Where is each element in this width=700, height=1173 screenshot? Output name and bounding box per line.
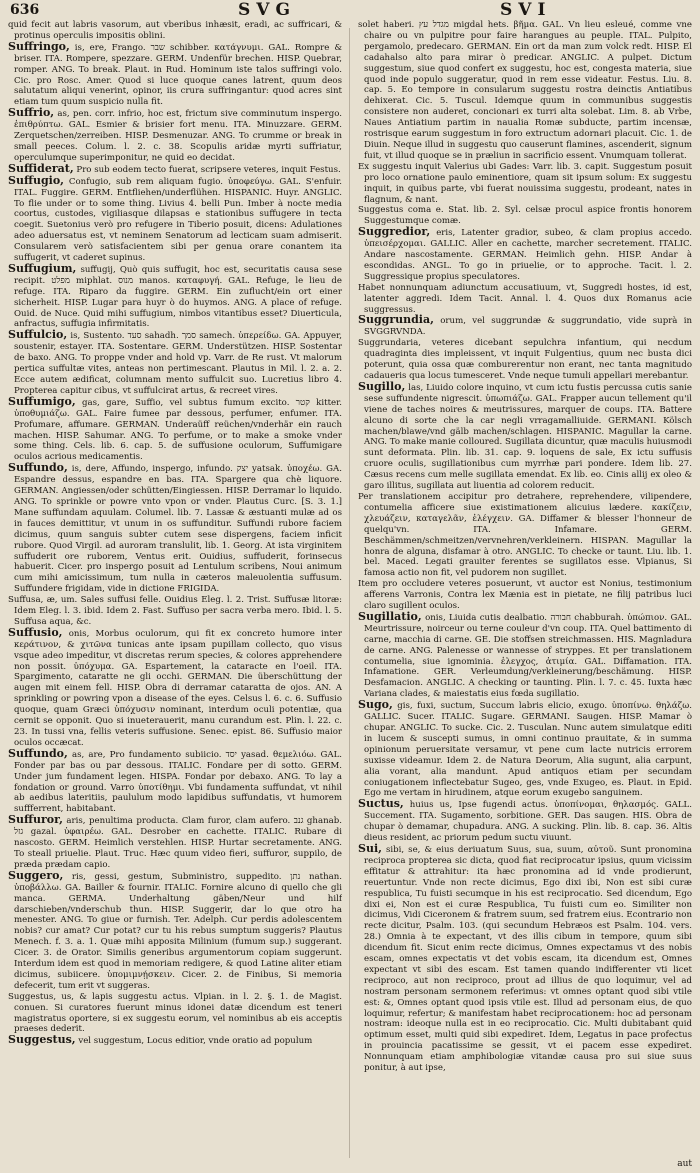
dictionary-entry [8, 625, 342, 749]
dictionary-entry [8, 595, 342, 628]
headword: Suffusio, [8, 625, 63, 639]
dictionary-entry [358, 700, 692, 799]
entry-text: as, are, Pro fundamento subiicio. יסד yasad. θεμελιόω. GAL. Fonder par bas ou par dessous. ITALIC. Fondare per di sotto. GERM. Under jum fundament legen. HISPA. Fondar por debaxo. ANG. To lay a fondation or ground. Varro ὑποτίθημι. Vbi fundamenta suffundat, vt nihil ab aedibus lateritiis, paululum modo lapidibus suffundatis, vt humorem suffferrent, habitabant. [14, 749, 342, 815]
running-head-right: SVI [500, 0, 552, 20]
headword: Suffiderat, [8, 161, 74, 175]
entry-text: sibi, se, & eius deriuatum Suus, sua, suum, αὐτοῦ. Sunt pronomina reciproca propterea sic dicta, quod fiat reciprocatur ipsius, quum vicissim effitatur & attrahitur: ita hæc pronomina ad id vnde prodierunt, reuertuntur. Vnde non recte dicimus, Ego dixi ibi, Non est sibi curæ respublica, Tu fuisti secumque in his est reciprocatio. Sed dicendum, Ego dixi ei, Non est ei curæ Respublica, Tu fuisti cum eo. Similiter non dicimus, Vidi Ciceronem & fratrem suum, sed fratrem eius. Econtrario non recte dicitur, Psalm. 103. (qui secundum Hebræos est Psalm. 104. vers. 28.) Omnia à te expectant, vt des illis cibum in tempore, quum sibi dicendum fit. Sicut enim recte dicimus, Omnes expectamus vt des nobis escam, omnes expectatis vt det vobis escam, ita dicendum est, Omnes expectant vt sibi des escam. Est tamen quando indifferenter vti licet reciproco, aut non reciproco, prout ad illius de quo loquimur, vel ad nostram personam sermonem referimus: vt omnes optant quod sibi vtile est: &, Omnes optant quod ipsis vtile est. Illud ad personam eius, de quo loquimur, refertur; & manifestam habet reciprocationem: hoc ad personam nostram: ideoque nulla est in eo reciprocatio. Cic. Multi dubitabant quid optimum esset, multi quid sibi expediret. Idem, Legatus in pace profectus in prouincia pacatissime se gessit, vt ei pacem esse expediret. Nonnunquam etiam amphibologiæ vitandæ causa pro sui siue suus ponitur, à aut ipse, [364, 844, 692, 1074]
entry-text: las, Liuido colore inquino, vt cum ictu fustis percussa cutis sanie sese suffundente nigrescit. ὑπωπιάζω. GAL. Frapper aucun tellement qu'il viene de taches noires & meutrissures, marquer de coups. ITA. Battere alcuno di sorte che la car negli vrragamalliuide. GERMANI. Kölsch machen/blawe/vnd gälb machen/schlagen. HISPANIC. Magullar la carne. ANG. To make manie colloured. Sugillata dicuntur, quæ maculis huiusmodi sunt deformata. Plin. lib. 31. cap. 9. loquens de sale, Ex ictu suffusis cruore oculis, sugillationibus cum myrrhæ pari pondere. Idem lib. 27. Cæsus recens cum melle sugillata emendat. Ex lib. eo. Cinis allij ex oleo & garo illitus, sugillata aut liuentia ad colorem reducit. [364, 382, 692, 492]
dictionary-entry [358, 579, 692, 612]
headword: Suffuror, [8, 813, 63, 827]
headword: Suggrundia, [358, 313, 434, 327]
dictionary-entry [8, 815, 342, 871]
entry-text: is, Sustento. סעד sahadh. סמך samech. ὑπερείδω. GA. Appuyer, soustenir, estayer. ITA. Sostentare. GERM. Understützen. HISP. Sostentar de baxo. ANG. To proppe vnder and hold vp. Varr. de Re rust. Vt malorum pertica suffultæ vites, anteas non pertimescant. Plautus in Mil. l. 2. a. 2. Ecce autem ædificat, columnam mento suffulcit suo. Lucretius libro 4. Propterea capitur cibus, vt suffulcirat artus, & recreet vires. [14, 331, 342, 396]
entry-text: aris, penultima producta. Clam furor, clam aufero. גנב ghanab. גזל gazal. ὑφαιρέω. GAL. Desrober en cachette. ITALIC. Rubare di nascosto. GERM. Heimlich verstehlen. HISP. Hurtar secretamente. ANG. To steall priuelie. Plaut. Truc. Hæc quum video fieri, suffuror, suppilo, de præda prædam capio. [14, 816, 342, 870]
entry-text: suffugij, Quò quis suffugit, hoc est, securitatis causa sese recipit. מפלט miphlat. מנוס manos. καταφυγή. GAL. Refuge, le lieu de refuge. ITA. Riparo da fuggire. GERM. Ein zuflucht/ein ort einer sicherheit. HISP. Lugar para huyr ò do huymos. ANG. A place of refuge. Ouid. de Nuce. Quid mihi suffugium, nimbos vitantibus esset? Diuerticula, anfractus, suffugia infirmitatis. [14, 264, 342, 330]
dictionary-entry [358, 315, 692, 338]
entry-text: as, pen. corr. infrio, hoc est, frictum sive comminutum inspergo. ἐπιθρύπτω. GAL. Esmier & brisier fort menu. ITA. Minuzzare. GERM. Zerquetschen/zerreiben. HISP. Desmenuzar. ANG. To crumme or break in small peeces. Colum. l. 2. c. 38. Scopulis aridæ myrti suffriatur, operculumque superimponitur, ne quid eo decidat. [14, 109, 342, 163]
headword: Sui, [358, 841, 382, 855]
dictionary-entry [358, 162, 692, 206]
dictionary-entry [358, 609, 692, 700]
entry-text: Ex suggestu inquit Valerius ubi Gades: Varr. lib. 3. capit. Suggestum posuit pro loco ornatione paulo eminentiore, quam sit ipsum solum: Ex suggestu inquit, in quibus parte, vbi fuerat nouissima suggestu, prodeant, nates in flagnum, & nant. [358, 161, 692, 205]
dictionary-entry [8, 868, 342, 992]
right-column [358, 20, 692, 1166]
column-divider [349, 28, 350, 1158]
entry-text: eris, Latenter gradior, subeo, & clam propius accedo. ὑπεισέρχομαι. GALLIC. Aller en cachette, marcher secretement. ITALIC. Andare nascostamente. GERMAN. Heimlich gehn. HISP. Andar à escondidas. ANGL. To go in priuelie, or to approche. Tacit. l. 2. Suggressique propius speculatores. [364, 228, 692, 282]
dictionary-entry [8, 992, 342, 1036]
dictionary-entry [8, 261, 342, 330]
entry-text: Habet nonnunquam adiunctum accusatiuum, vt, Suggredi hostes, id est, latenter aggredi. Idem Tacit. Annal. l. 4. Quos dux Romanus acie suggressus. [358, 282, 692, 315]
dictionary-entry [8, 463, 342, 595]
entry-text: Suggrundaria, veteres dicebant sepulchra infantium, qui necdum quadraginta dies impleissent, vt inquit Fulgentius, quum nec busta dici poterunt, quia ossa quæ comburerentur non erant, nec tanta magnitudo cadaueris qua locus tumesceret. Vnde neque tumuli appellari merebantur. [358, 338, 692, 381]
entry-text: orum, vel suggrundæ & suggrundatio, vide suprà in SVGGRVNDA. [364, 316, 692, 338]
headword: Sugillo, [358, 379, 406, 393]
headword: Sugo, [358, 698, 393, 712]
entry-text: is, dere, Affundo, inspergo, infundo. יצק yatsak. ὑποχέω. GA. Espandre dessus, espandre en bas. ITA. Spargere qua chè liquore. GERMAN. Angiessen/oder schütten/Eingiessen. HISP. Derramar lo liquido. ANG. To sprinkle or powre vnto vpon or vnder. Plautus Curc. [S. 3. 1.] Mane suffundam aquulam. Columel. lib. 7. Lassæ & æstuanti mulæ ad os in fauces demittitur, vt unum in os suffunditur. Suffundi rubore faciem dicimus, quum sanguis subter cutem sese dispergens, faciem inficit rubore. Quod Virgil. ad auroram translulit, lib. 1. Georg. At ista virginitem suffuderit ore ruborem, Ventus erit. Ouidius, suffuderit, forinsecus habuerit. Cicer. pro inspergo posuit ad Lentulum scribens, Noui animum cum mihi amicissimum, tum nulla in cæteros maleuolentia suffusum. Suffundere frigidam, vide in dictione FRIGIDA. [14, 464, 342, 595]
page-number: 636 [10, 2, 40, 18]
entry-text: Per translationem accipitur pro detrahere, reprehendere, vilipendere, contumelia afficere siue existimationem alicuius lædere. κακίζειν, χλευάζειν, καταγελᾶν, ἐλέγχειν. GA. Diffamer & blesser l'honneur de quelqu'vn. ITA. Infamare. GERM. Beschämmen/schmeitzen/vervnehren/verkleinern. HISPAN. Magullar la honra de alguna, disfamar à otro. ANGLIC. To checke or taunt. Liu. lib. 1. bel. Maced. Legati grauiter ferentes se sugillatos esse. Vlpianus, Si famosa actio non fit, vel pudorem non sugillet. [358, 491, 692, 579]
dictionary-entry [358, 492, 692, 579]
dictionary-entry [8, 330, 342, 396]
headword: Suffulcio, [8, 328, 68, 342]
entry-text: Suffusa, æ, um. Sales suffusi felle. Ouidius Eleg. l. 2. Trist. Suffusæ litoræ: Idem Eleg. l. 3. ibid. Idem 2. Fast. Suffuso per sacra verba mero. Ibid. l. 5. Suffusa aqua, &c. [8, 595, 342, 627]
dictionary-entry [358, 20, 692, 162]
entry-text: Suggestus, us, & lapis suggestu actus. Vlpian. in l. 2. §. 1. de Magist. conuen. Si curatores fuerunt minus idonei datæ dicendum est teneri magistratus oportere, si ex suggestu eorum, vel nominibus ab eis acceptis praeses dederit. [8, 991, 342, 1035]
entry-text: Suggestus coma e. Stat. lib. 2. Syl. celsæ procul aspice frontis honorem Suggestumque comæ. [358, 205, 692, 227]
dictionary-entry [358, 205, 692, 227]
entry-text: is, ere, Frango. שבר schibber. κατάγνυμι. GAL. Rompre & briser. ITA. Rompere, spezzare. GERM. Undenfür brechen. HISP. Quebrar, romper. ANG. To break. Plaut. in Rud. Hominum iste talos suffringi volo. Cic. pro Rosc. Amer. Quod si luce quoque canes latrent, quum deos salutatum aliqui venerint, opinor, iis crura suffringantur: quod acres sint etiam tum quum suspicio nulla fit. [14, 42, 342, 108]
headword: Suffrio, [8, 106, 55, 120]
headword: Suctus, [358, 797, 404, 811]
entry-text: Confugio, sub rem aliquam fugio. ὑποφεύγω. GAL. S'enfuir. ITAL. Fuggire. GERM. Entfliehen/underflühen. HISPANIC. Huyr. ANGLIC. To flie under or to some thing. Livius 4. belli Pun. Imber à nocte media coortus, custodes, vigiliasque dilapsas e stationibus suffugere in tecta coegit. Suetonius verò pro refugere in Tiberio posuit, dicens: Adulationes adeo aduersatus est, vt neminem Senatorum ad lecticam suam admiserit. Consularem verò satisfacientem sibi per genua orare conantem ita suffugerit, vt caderet supinus. [14, 176, 342, 264]
entry-text: quid fecit aut labris vasorum, aut vberibus inhæsit, eradi, ac suffricari, & protinus operculis impositis oblini. [8, 20, 342, 41]
dictionary-entry [8, 746, 342, 815]
dictionary-entry [8, 173, 342, 264]
catchword: aut [677, 1159, 692, 1169]
headword: Suggero, [8, 868, 64, 882]
headword: Suggestus, [8, 1033, 76, 1047]
entry-text: ris, gessi, gestum, Subministro, suppedito. נתן nathan. ὑποβάλλω. GA. Bailler & fournir. ITALIC. Fornire alcuno di quello che gli manca. GERMA. Underhaltung gäben/Neur und hilf darschieben/vnderschub thun. HISP. Suggerir, dar lo que otro ha menester. ANG. To giue or furnish. Ter. Adelph. Cur perdis adolescentem nobis? cur amat? Cur potat? cur tu his rebus sumptum suggeris? Plautus Menech. f. 3. a. 1. Quæ mihi apposita Milinium (fumum sup.) suggerant. Cicer. 3. de Orator. Similis generibus argumentorum copiam suggerunt. Interdum idem est quod in memoriam redigere, & quod Latine aliter etiam dicimus, subiicere. ὑπομιμνῄσκειν. Cicer. 2. de Finibus, Si memoria defecerit, tum erit vt suggeras. [14, 871, 342, 991]
left-column [8, 20, 342, 1166]
headword: Suffugio, [8, 173, 65, 187]
dictionary-entry [8, 1035, 342, 1047]
entry-text: onis, Liuida cutis dealbatio. חבורה chabburah. ὑπώπιον. GAL. Meurtrissure, noirceur ou terne couleur d'vn coup. ITA. Quel battimento di carne, macchia di carne. GE. Die stoffsen streichmassen. HIS. Magnladura de carne. ANG. Palenesse or wannesse of stryppes. Et per translationem contumelia, siue ignominia. ἐλεγχος, ἀτιμία. GAL. Diffamation. ITA. Infamatione. GER. Verleumdung/verkleinerung/beschämung. HISP. Desfamacion. ANGLIC. A checking or taunting. Plin. l. 7. c. 45. Iuxta hæc Variana clades, & maiestatis eius fœda sugillatio. [364, 612, 692, 700]
entry-text: Pro sub eodem tecto fuerat, scripsere veteres, inquit Festus. [76, 164, 341, 175]
headword: Suffundo, [8, 461, 68, 475]
entry-text: huius us, Ipse fugendi actus. ὑποπίνομαι, θηλασμός. GALL. Succement. ITA. Sugamento, sorbitione. GER. Das saugen. HIS. Obra de chupar ò demamar, chupadura. ANG. A sucking. Plin. lib. 8. cap. 36. Altis dieus resident, ac priorum pedum suctu viuunt. [364, 800, 692, 844]
entry-text: gas, gare, Suffio, vel subtus fumum excito. קטר kitter. ὑποθυμιάζω. GAL. Faire fumee par dessous, perfumer, enfumer. ITA. Profumare, affumare. GERMAN. Underaüff reüchen/vnderhär ein rauch machen. HISP. Sahumar. ANG. To perfume, or to make a smoke vnder some thing. Cels. lib. 6. cap. 5. de suffusione oculorum, Suffumigare oculos acrious medicamentis. [14, 397, 342, 463]
dictionary-entry [358, 841, 692, 1074]
headword: Suffugium, [8, 261, 77, 275]
dictionary-entry [8, 108, 342, 164]
headword: Suffundo, [8, 746, 68, 760]
entry-text: solet haberi. מגדל עץ migdal hets. βῆμα. GAL. Vn lieu esleué, comme vne chaire ou vn pulpitre pour faire harangues au peuple. ITAL. Pulpito, pergamolo, predecaro. GERMAN. Ein ort da man zum volck redt. HISP. El cadahalso alto para mirar ò predicar. ANGLIC. A pulpet. Dictum suggestum, siue quod confert ex suggestu, hoc est, congesta materia, siue quod inde populo suggeratur, quod in rem esse videatur. Festus. Liu. 8. cap. 5. Eo tempore in consularum suggestu rostra deinctis Antiatibus dehixerat. Cic. 5. Tuscul. Idemque quum in communibus suggestis consistere non auderet, concionari ex turri alta solebat. Lim. 8. ab Vrbe, Naues Antiatium partim in naualia Romæ subducte, partim incensæ, rostrisque earum suggestum in foro extructum adornari placuit. Cic. 1. de Diuin. Neque illud in suggestu quo causerunt flamines, ascenderit, signum fuit, vt illud quoque se in præliun in sacrificio essent. Vnumquam tollerat. [358, 20, 692, 161]
entry-text: Item pro occludere veteres posuerunt, vt auctor est Nonius, testimonium afferens Varronis, Contra lex Mænia est in pietate, ne filij patribus luci claro sugillent oculos. [358, 579, 692, 612]
entry-text: onis, Morbus oculorum, qui fit ex concreto humore inter κεράτινον, & χιτῶνα tunicas ante ipsam pupillam collecto, quo visus vsque adeo impeditur, vt discretas rerum species, & colores apprehendere non possit. ὑπόχυμα. GA. Espartement, la cataracte en l'oeil. ITA. Spargimento, cataratte ne gli occhi. GERMAN. Die überschüttung der augen mit einem fell. HISP. Obra di derramar cataratta de ojos. AN. A sprinkling or powring vpon a disease of the eyes. Celsus l. 6. c. 6. Suffusio quoque, quam Græci ὑπόχυσιν nominant, interdum oculi potentiæ, qua cernit se opponit. Quo si inueterauerit, manu curandum est. Plin. l. 22. c. 23. In tussi vna, fellis veteris suffusione. Senec. epist. 86. Suffusio maior oculos occæcat. [14, 628, 342, 748]
dictionary-entry [358, 227, 692, 283]
dictionary-entry [8, 20, 342, 42]
dictionary-entry [358, 379, 692, 492]
dictionary-entry [8, 394, 342, 463]
dictionary-entry [358, 799, 692, 844]
dictionary-entry [358, 283, 692, 316]
entry-text: gis, fuxi, suctum, Succum labris elicio, exugo. ὑποπίνω. θηλάζω. GALLIC. Sucer. ITALIC. Sugare. GERMANI. Saugen. HISP. Mamar ò chupar. ANGLIC. To sucke. Cic. 2. Tusculan. Nunc autem simulatque editi in lucem & suscepti sumus, in omni continuo prauitate, & in summa opinionum peruersitate versamur, vt pene cum lacte nutricis errorem suxisse videamur. Idem 2. de Natura Deorum, Alia sugunt, alia carpunt, alia vorant, alia mandunt. Apud antiquos etiam per secundam coniugationem inflectebatur Sugeo, ges, vnde Exugeo, es. Plaut. in Epid. Ego me vertam in hirudinem, atque eorum exugebo sanguinem. [364, 701, 692, 799]
headword: Suffringo, [8, 39, 70, 53]
dictionary-entry [8, 39, 342, 108]
headword: Suggredior, [358, 225, 431, 239]
entry-text: vel suggestum, Locus editior, vnde oratio ad populum [78, 1036, 313, 1047]
headword: Suffumigo, [8, 394, 76, 408]
running-head-left: SVG [238, 0, 296, 20]
headword: Sugillatio, [358, 609, 422, 623]
dictionary-entry [358, 338, 692, 382]
